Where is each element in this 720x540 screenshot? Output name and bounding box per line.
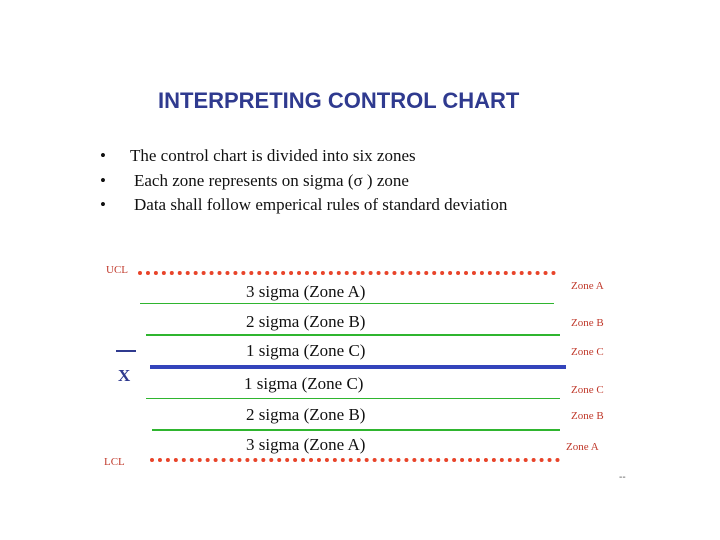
zone-boundary-line: [146, 398, 560, 399]
zone-boundary-line: [146, 334, 560, 336]
zone-a-lower-label: Zone A: [566, 441, 599, 453]
center-line: [150, 365, 566, 369]
zone-a-upper-text: 3 sigma (Zone A): [246, 282, 366, 301]
zone-c-upper-text: 1 sigma (Zone C): [246, 341, 366, 360]
bullet-marker: •: [100, 146, 106, 165]
x-bar-overline: [116, 350, 136, 352]
ucl-label: UCL: [106, 264, 128, 276]
zone-b-lower-label: Zone B: [571, 410, 604, 422]
zone-boundary-line: [152, 429, 560, 431]
bullet-text: Each zone represents on sigma (σ ) zone: [134, 171, 409, 190]
zone-boundary-line: [140, 303, 554, 304]
zone-a-lower-text: 3 sigma (Zone A): [246, 435, 366, 454]
bullet-marker: •: [100, 171, 106, 190]
lcl-label: LCL: [104, 456, 125, 468]
corner-mark: --: [619, 472, 626, 483]
zone-c-lower-text: 1 sigma (Zone C): [244, 374, 364, 393]
zone-c-lower-label: Zone C: [571, 384, 604, 396]
page-title: INTERPRETING CONTROL CHART: [158, 88, 520, 113]
zone-a-upper-label: Zone A: [571, 280, 604, 292]
zone-b-upper-text: 2 sigma (Zone B): [246, 312, 366, 331]
bullet-marker: •: [100, 195, 106, 214]
zone-c-upper-label: Zone C: [571, 346, 604, 358]
center-line-label: X: [118, 366, 131, 385]
zone-b-lower-text: 2 sigma (Zone B): [246, 405, 366, 424]
ucl-line: [138, 271, 556, 275]
bullet-text: The control chart is divided into six zones: [130, 146, 416, 165]
lcl-line: [150, 458, 560, 462]
bullet-text: Data shall follow emperical rules of standard deviation: [134, 195, 508, 214]
zone-b-upper-label: Zone B: [571, 317, 604, 329]
